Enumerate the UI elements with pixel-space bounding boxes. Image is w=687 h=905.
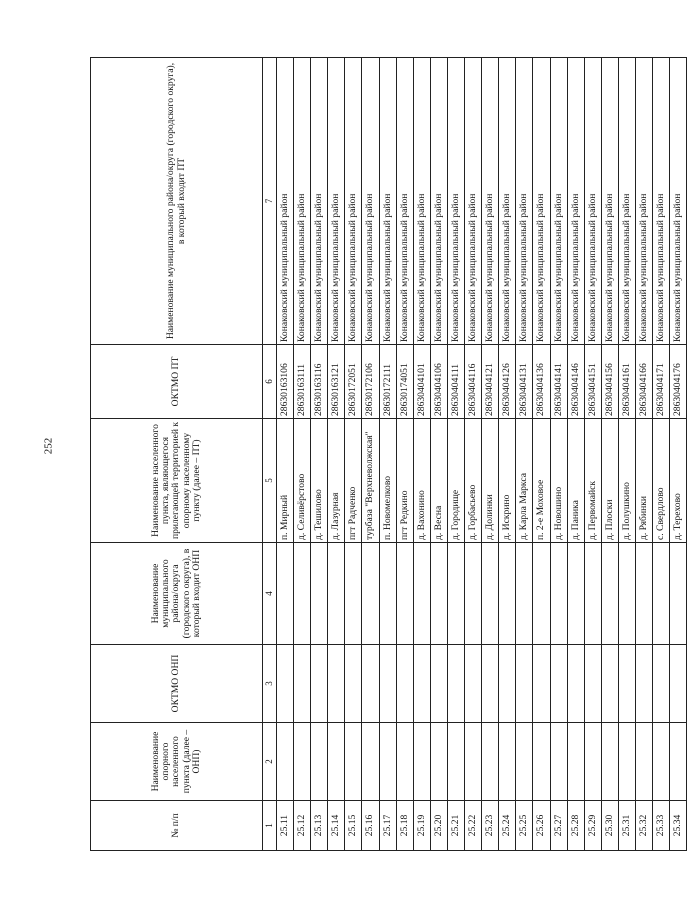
row-number: 25.26 [533, 801, 550, 851]
pt-oktmo-cell: 28630172051 [345, 345, 362, 419]
onp-district-cell [294, 543, 311, 645]
pt-district-cell: Конаковский муниципальный район [311, 58, 328, 345]
onp-name-cell [430, 723, 447, 801]
onp-oktmo-cell [413, 645, 430, 723]
table-row [294, 58, 311, 851]
onp-oktmo-cell [328, 645, 345, 723]
pt-name-cell: д. Вахонино [413, 419, 430, 543]
row-number: 25.20 [430, 801, 447, 851]
onp-oktmo-cell [670, 645, 687, 723]
onp-district-cell [311, 543, 328, 645]
onp-name-cell [584, 723, 601, 801]
table-row [465, 58, 482, 851]
pt-district-cell: Конаковский муниципальный район [601, 58, 618, 345]
table-row [567, 58, 584, 851]
row-number: 25.12 [294, 801, 311, 851]
table-row [277, 58, 294, 851]
row-number: 25.27 [550, 801, 567, 851]
onp-oktmo-cell [482, 645, 499, 723]
onp-name-cell [482, 723, 499, 801]
settlements-table [90, 57, 687, 851]
table-row [328, 58, 345, 851]
column-number: 1 [263, 801, 277, 851]
pt-oktmo-cell: 28630172106 [362, 345, 379, 419]
table-row [396, 58, 413, 851]
pt-name-cell: д. Плоски [601, 419, 618, 543]
header-pt-district: Наименование муниципального района/округа (городского округа), в который входит ПТ [91, 58, 263, 345]
onp-district-cell [430, 543, 447, 645]
pt-name-cell: пгт Радченко [345, 419, 362, 543]
onp-district-cell [601, 543, 618, 645]
column-number: 7 [263, 58, 277, 345]
row-number: 25.33 [653, 801, 670, 851]
onp-oktmo-cell [584, 645, 601, 723]
pt-oktmo-cell: 28630172111 [379, 345, 396, 419]
table-row [550, 58, 567, 851]
onp-name-cell [294, 723, 311, 801]
onp-oktmo-cell [430, 645, 447, 723]
pt-name-cell: д. Лазурная [328, 419, 345, 543]
pt-name-cell: п. Новомелково [379, 419, 396, 543]
pt-name-cell: д. Искрино [499, 419, 516, 543]
onp-district-cell [345, 543, 362, 645]
pt-district-cell: Конаковский муниципальный район [533, 58, 550, 345]
column-number: 6 [263, 345, 277, 419]
pt-oktmo-cell: 28630163106 [277, 345, 294, 419]
table-row [635, 58, 652, 851]
onp-district-cell [328, 543, 345, 645]
pt-name-cell: турбаза "Верхневолжская" [362, 419, 379, 543]
pt-name-cell: д. Городище [447, 419, 464, 543]
header-row [91, 58, 263, 851]
onp-name-cell [328, 723, 345, 801]
onp-name-cell [345, 723, 362, 801]
pt-oktmo-cell: 28630404176 [670, 345, 687, 419]
header-onp-district: Наименование муниципального района/округа (городского округа), в который входит ОНП [91, 543, 263, 645]
pt-district-cell: Конаковский муниципальный район [618, 58, 635, 345]
pt-oktmo-cell: 28630404131 [516, 345, 533, 419]
onp-district-cell [635, 543, 652, 645]
page-number: 252 [42, 437, 55, 455]
onp-district-cell [533, 543, 550, 645]
pt-name-cell: п. Мирный [277, 419, 294, 543]
pt-oktmo-cell: 28630404106 [430, 345, 447, 419]
onp-oktmo-cell [601, 645, 618, 723]
pt-oktmo-cell: 28630404101 [413, 345, 430, 419]
table-rotation-frame [90, 58, 684, 851]
onp-oktmo-cell [533, 645, 550, 723]
onp-district-cell [670, 543, 687, 645]
pt-district-cell: Конаковский муниципальный район [396, 58, 413, 345]
onp-district-cell [618, 543, 635, 645]
onp-district-cell [413, 543, 430, 645]
onp-oktmo-cell [311, 645, 328, 723]
table-row [447, 58, 464, 851]
onp-oktmo-cell [379, 645, 396, 723]
header-num: № п/п [91, 801, 263, 851]
table-row [618, 58, 635, 851]
onp-district-cell [362, 543, 379, 645]
row-number: 25.15 [345, 801, 362, 851]
header-onp-name: Наименование опорного населенного пункта (далее – ОНП) [91, 723, 263, 801]
pt-district-cell: Конаковский муниципальный район [294, 58, 311, 345]
row-number: 25.32 [635, 801, 652, 851]
pt-name-cell: д. Весна [430, 419, 447, 543]
onp-oktmo-cell [294, 645, 311, 723]
column-number: 3 [263, 645, 277, 723]
pt-district-cell: Конаковский муниципальный район [567, 58, 584, 345]
table-row [653, 58, 670, 851]
header-pt-name: Наименование населенного пункта, являющегося прилегающей территорией к опорному населенному пункту (далее – ПТ) [91, 419, 263, 543]
row-number: 25.24 [499, 801, 516, 851]
pt-name-cell: д. Горбасьево [465, 419, 482, 543]
pt-oktmo-cell: 28630174051 [396, 345, 413, 419]
pt-oktmo-cell: 28630404136 [533, 345, 550, 419]
table-row [516, 58, 533, 851]
table-container [90, 58, 684, 851]
table-row [413, 58, 430, 851]
pt-name-cell: д. Полушкино [618, 419, 635, 543]
pt-oktmo-cell: 28630163116 [311, 345, 328, 419]
row-number: 25.29 [584, 801, 601, 851]
onp-district-cell [653, 543, 670, 645]
onp-name-cell [653, 723, 670, 801]
pt-district-cell: Конаковский муниципальный район [430, 58, 447, 345]
pt-district-cell: Конаковский муниципальный район [499, 58, 516, 345]
pt-name-cell: пгт Редкино [396, 419, 413, 543]
header-onp-oktmo: ОКТМО ОНП [91, 645, 263, 723]
onp-name-cell [413, 723, 430, 801]
onp-name-cell [499, 723, 516, 801]
onp-oktmo-cell [447, 645, 464, 723]
pt-name-cell: д. Селивёрстово [294, 419, 311, 543]
pt-district-cell: Конаковский муниципальный район [635, 58, 652, 345]
onp-oktmo-cell [465, 645, 482, 723]
pt-district-cell: Конаковский муниципальный район [516, 58, 533, 345]
onp-district-cell [567, 543, 584, 645]
pt-name-cell: с. Свердлово [653, 419, 670, 543]
onp-oktmo-cell [567, 645, 584, 723]
table-row [345, 58, 362, 851]
table-row [533, 58, 550, 851]
pt-oktmo-cell: 28630163111 [294, 345, 311, 419]
onp-oktmo-cell [345, 645, 362, 723]
header-pt-oktmo: ОКТМО ПТ [91, 345, 263, 419]
pt-district-cell: Конаковский муниципальный район [653, 58, 670, 345]
pt-oktmo-cell: 28630404151 [584, 345, 601, 419]
pt-oktmo-cell: 28630404171 [653, 345, 670, 419]
onp-oktmo-cell [653, 645, 670, 723]
onp-name-cell [465, 723, 482, 801]
pt-oktmo-cell: 28630404111 [447, 345, 464, 419]
pt-district-cell: Конаковский муниципальный район [362, 58, 379, 345]
onp-district-cell [499, 543, 516, 645]
row-number: 25.34 [670, 801, 687, 851]
onp-name-cell [379, 723, 396, 801]
onp-name-cell [618, 723, 635, 801]
pt-district-cell: Конаковский муниципальный район [670, 58, 687, 345]
column-number: 4 [263, 543, 277, 645]
row-number: 25.23 [482, 801, 499, 851]
onp-name-cell [277, 723, 294, 801]
onp-name-cell [601, 723, 618, 801]
pt-oktmo-cell: 28630404116 [465, 345, 482, 419]
pt-name-cell: д. Первомайск [584, 419, 601, 543]
row-number: 25.28 [567, 801, 584, 851]
row-number: 25.30 [601, 801, 618, 851]
table-row [362, 58, 379, 851]
pt-name-cell: д. Паника [567, 419, 584, 543]
row-number: 25.17 [379, 801, 396, 851]
onp-district-cell [584, 543, 601, 645]
pt-name-cell: д. Тешилово [311, 419, 328, 543]
pt-name-cell: д. Долинки [482, 419, 499, 543]
onp-name-cell [567, 723, 584, 801]
onp-district-cell [516, 543, 533, 645]
row-number: 25.13 [311, 801, 328, 851]
pt-oktmo-cell: 28630404141 [550, 345, 567, 419]
onp-district-cell [482, 543, 499, 645]
pt-district-cell: Конаковский муниципальный район [550, 58, 567, 345]
column-number: 5 [263, 419, 277, 543]
pt-oktmo-cell: 28630404156 [601, 345, 618, 419]
pt-name-cell: д. Терехово [670, 419, 687, 543]
row-number: 25.31 [618, 801, 635, 851]
onp-district-cell [396, 543, 413, 645]
table-row [482, 58, 499, 851]
pt-district-cell: Конаковский муниципальный район [413, 58, 430, 345]
pt-district-cell: Конаковский муниципальный район [345, 58, 362, 345]
pt-oktmo-cell: 28630404146 [567, 345, 584, 419]
row-number: 25.11 [277, 801, 294, 851]
table-row [601, 58, 618, 851]
onp-name-cell [533, 723, 550, 801]
row-number: 25.14 [328, 801, 345, 851]
onp-oktmo-cell [618, 645, 635, 723]
onp-name-cell [311, 723, 328, 801]
pt-district-cell: Конаковский муниципальный район [328, 58, 345, 345]
onp-name-cell [516, 723, 533, 801]
table-row [379, 58, 396, 851]
onp-district-cell [465, 543, 482, 645]
pt-name-cell: д. Карла Маркса [516, 419, 533, 543]
onp-district-cell [379, 543, 396, 645]
pt-district-cell: Конаковский муниципальный район [584, 58, 601, 345]
column-numbers-row [263, 58, 277, 851]
onp-oktmo-cell [277, 645, 294, 723]
row-number: 25.19 [413, 801, 430, 851]
onp-district-cell [550, 543, 567, 645]
table-body [277, 58, 687, 851]
onp-name-cell [670, 723, 687, 801]
pt-oktmo-cell: 28630404161 [618, 345, 635, 419]
onp-oktmo-cell [635, 645, 652, 723]
table-row [670, 58, 687, 851]
row-number: 25.21 [447, 801, 464, 851]
onp-name-cell [550, 723, 567, 801]
column-number: 2 [263, 723, 277, 801]
pt-district-cell: Конаковский муниципальный район [447, 58, 464, 345]
pt-oktmo-cell: 28630404166 [635, 345, 652, 419]
row-number: 25.18 [396, 801, 413, 851]
onp-name-cell [635, 723, 652, 801]
row-number: 25.22 [465, 801, 482, 851]
onp-name-cell [396, 723, 413, 801]
onp-oktmo-cell [550, 645, 567, 723]
pt-name-cell: д. Новошино [550, 419, 567, 543]
onp-oktmo-cell [516, 645, 533, 723]
onp-district-cell [277, 543, 294, 645]
table-row [311, 58, 328, 851]
pt-district-cell: Конаковский муниципальный район [379, 58, 396, 345]
pt-name-cell: п. 2-е Моховое [533, 419, 550, 543]
onp-oktmo-cell [396, 645, 413, 723]
onp-oktmo-cell [499, 645, 516, 723]
pt-oktmo-cell: 28630404126 [499, 345, 516, 419]
pt-district-cell: Конаковский муниципальный район [465, 58, 482, 345]
pt-district-cell: Конаковский муниципальный район [277, 58, 294, 345]
table-row [430, 58, 447, 851]
table-row [584, 58, 601, 851]
row-number: 25.25 [516, 801, 533, 851]
onp-name-cell [447, 723, 464, 801]
row-number: 25.16 [362, 801, 379, 851]
onp-district-cell [447, 543, 464, 645]
pt-name-cell: д. Рябинки [635, 419, 652, 543]
pt-oktmo-cell: 28630404121 [482, 345, 499, 419]
onp-name-cell [362, 723, 379, 801]
onp-oktmo-cell [362, 645, 379, 723]
table-row [499, 58, 516, 851]
pt-district-cell: Конаковский муниципальный район [482, 58, 499, 345]
pt-oktmo-cell: 28630163121 [328, 345, 345, 419]
